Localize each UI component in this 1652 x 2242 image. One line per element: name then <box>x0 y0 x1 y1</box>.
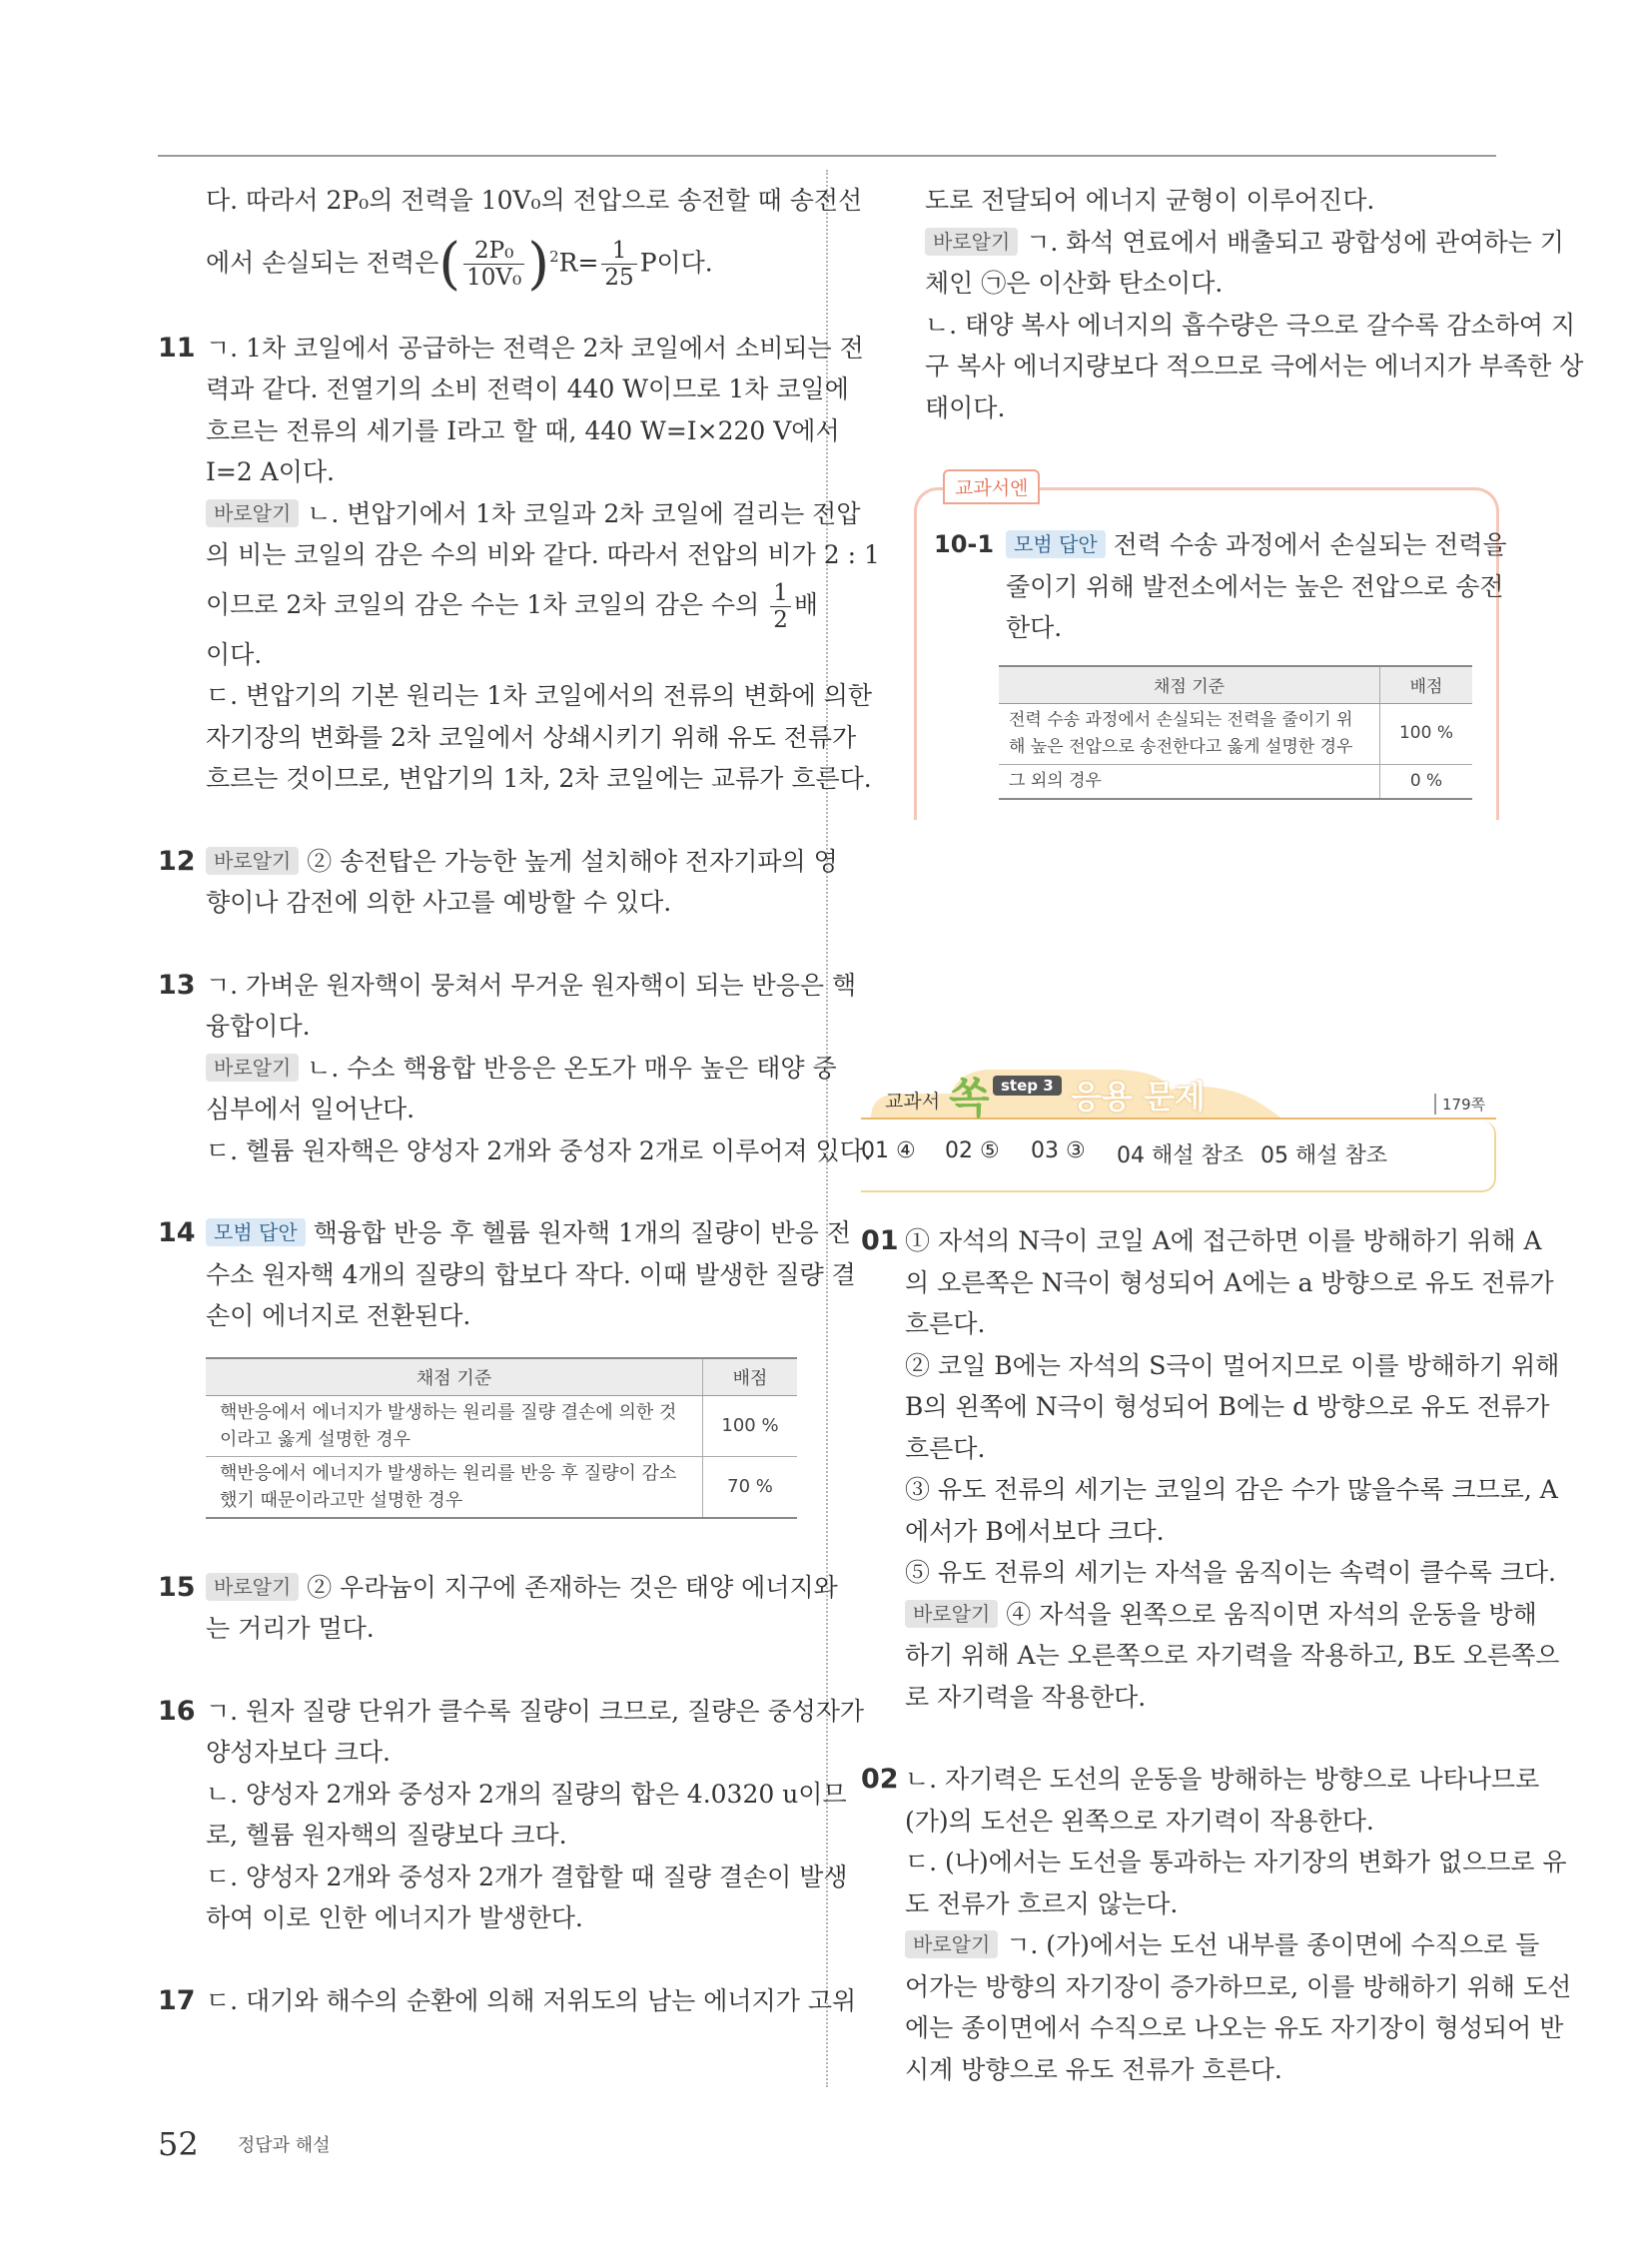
loss-formula-line: 에서 손실되는 전력은( $\frac{\text{2P₀}}{\text{10V₀}}$ )$^2$R= $\frac{1}{25}$ P이다. <box>206 231 713 297</box>
table-row: 핵반응에서 에너지가 발생하는 원리를 반응 후 질량이 감소 했기 때문이라고만 설명한 경우 70 % <box>206 1456 797 1518</box>
page-number: 52 <box>158 2125 199 2163</box>
table-header: 채점 기준 배점 <box>206 1358 797 1396</box>
sprout-logo: 쏙 <box>949 1074 990 1122</box>
answer-item-17: 17 ㄷ. 대기와 해수의 순환에 의해 저위도의 남는 에너지가 고위 <box>158 1980 795 2022</box>
table-row: 그 외의 경우 0 % <box>999 764 1472 799</box>
item-number: 17 <box>158 1984 196 2016</box>
card-body: 10-1 모범 답안 전력 수송 과정에서 손실되는 전력을 줄이기 위해 발전소에서는 높은 전압으로 송전 한다. 채점 기준 배점 전력 수송 과정에서 손실되는 전력을 줄이기 위 해 높은 전압으로 송전한다고 옳게 설명한 경우 100 % 그 외의 경우 0 % <box>934 524 1493 800</box>
answer-item-13: 13 ㄱ. 가벼운 원자핵이 뭉쳐서 무거운 원자핵이 되는 반응은 핵 융합이다. 바로알기 ㄴ. 수소 핵융합 반응은 온도가 매우 높은 태양 중 심부에서 일어난다. ㄷ. 헬륨 원자핵은 양성자 2개와 중성자 2개로 이루어져 있다. <box>158 965 795 1172</box>
correction-tag: 바로알기 <box>905 1930 998 1958</box>
step3-header <box>861 1064 1496 1123</box>
item-number: 11 <box>158 332 196 364</box>
model-answer-tag: 모범 답안 <box>1006 530 1106 558</box>
item-number: 15 <box>158 1571 196 1603</box>
book-label: 교과서 <box>885 1091 941 1113</box>
item-number: 01 <box>861 1225 899 1256</box>
card-label: 교과서엔 <box>943 469 1040 504</box>
right-column: 도로 전달되어 에너지 균형이 이루어진다. 바로알기 ㄱ. 화석 연료에서 배출되고 광합성에 관여하는 기 체인 ㉠은 이산화 탄소이다. ㄴ. 태양 복사 에너지의 흡수량은 극으로 갈수록 감소하여 지 구 복사 에너지량보다 적으므로 극에서는 에너지가 부족한 상 태이다. <box>925 186 1584 422</box>
item-number: 16 <box>158 1695 196 1727</box>
item-number: 02 <box>861 1764 899 1795</box>
correction-tag: 바로알기 <box>905 1600 998 1628</box>
item-number: 10-1 <box>934 530 995 558</box>
correction-tag: 바로알기 <box>206 1054 299 1082</box>
right-lower-column <box>861 1220 1572 2090</box>
answer-item-11: 11 ㄱ. 1차 코일에서 공급하는 전력은 2차 코일에서 소비되는 전 력과 같다. 전열기의 소비 전력이 440 W이므로 1차 코일에 흐르는 전류의 세기를 I라고 할 때, 440 W=I×220 V에서 I=2 A이다. 바로알기 ㄴ. 변압기에서 1차 코일과 2차 코일에 걸리는 전압 의 비는 코일의 감은 수의 비와 같다. 따라서 전압의 비가 2 : 1 이므로 2차 코일의 감은 수는 1차 코일의 감은 수의 $\frac{1}{2}$ 배 이다. ㄷ. 변압기의 기본 원리는 1차 코일에서의 전류의 변화에 의한 자기장의 변화를 2차 코일에서 상쇄시키기 위해 유도 전류가 흐르는 것이므로, 변압기의 1차, 2차 코일에는 교류가 흐른다. <box>158 328 795 800</box>
correction-tag: 바로알기 <box>925 228 1018 256</box>
answer-item-12: 12 바로알기 ② 송전탑은 가능한 높게 설치해야 전자기파의 영 향이나 감전에 의한 사고를 예방할 수 있다. <box>158 841 795 924</box>
answer-chip: 02 ⑤ <box>945 1138 1000 1163</box>
correction-tag: 바로알기 <box>206 847 299 875</box>
answer-item-02: 02 ㄴ. 자기력은 도선의 운동을 방해하는 방향으로 나타나므로 (가)의 도선은 왼쪽으로 자기력이 작용한다. ㄷ. (나)에서는 도선을 통과하는 자기장의 변화가 없으므로 유 도 전류가 흐르지 않는다. 바로알기 ㄱ. (가)에서는 도선 내부를 종이면에 수직으로 들 어가는 방향의 자기장이 증가하므로, 이를 방해하기 위해 도선 에는 종이면에서 수직으로 나오는 유도 자기장이 형성되어 반 시계 방향으로 유도 전류가 흐른다. <box>861 1759 1496 2090</box>
model-answer-tag: 모범 답안 <box>206 1218 306 1246</box>
item-number: 12 <box>158 845 196 877</box>
continued-text: 다. 따라서 2P₀의 전력을 10V₀의 전압으로 송전할 때 송전선 <box>206 186 863 215</box>
item-number: 14 <box>158 1217 196 1249</box>
top-rule <box>158 155 1496 157</box>
table-row: 전력 수송 과정에서 손실되는 전력을 줄이기 위 해 높은 전압으로 송전한다고 옳게 설명한 경우 100 % <box>999 703 1472 764</box>
item-number: 13 <box>158 969 196 1001</box>
answer-chip: 03 ③ <box>1031 1138 1086 1163</box>
scoring-table <box>206 1357 797 1519</box>
answer-chip: 01 ④ <box>861 1138 916 1163</box>
quick-answers <box>861 1138 1494 1174</box>
footer <box>158 2125 330 2163</box>
correction-tag: 바로알기 <box>206 499 299 527</box>
step-badge: step 3 <box>993 1076 1062 1096</box>
answer-item-14: 14 모범 답안 핵융합 반응 후 헬륨 원자핵 1개의 질량이 반응 전 수소 원자핵 4개의 질량의 합보다 작다. 이때 발생한 질량 결 손이 에너지로 전환된다. 채점 기준 배점 핵반응에서 에너지가 발생하는 원리를 질량 결손에 의한 것 이라고 옳게 설명한 경우 100 % 핵반응에서 에너지가 발생하는 원리를 반응 후 질량이 감소 했기 때문이라고만 설명한 경우 70 % <box>158 1212 795 1519</box>
footer-label: 정답과 해설 <box>237 2135 331 2156</box>
answer-item-15: 15 바로알기 ② 우라늄이 지구에 존재하는 것은 태양 에너지와 는 거리가 멀다. <box>158 1567 795 1650</box>
table-header: 채점 기준 배점 <box>999 666 1472 704</box>
correction-tag: 바로알기 <box>206 1573 299 1601</box>
answer-chip: 05 해설 참조 <box>1260 1143 1387 1168</box>
page-ref: 179쪽 <box>1434 1094 1485 1115</box>
scoring-table <box>999 665 1472 800</box>
answer-item-01: 01 ① 자석의 N극이 코일 A에 접근하면 이를 방해하기 위해 A 의 오른쪽은 N극이 형성되어 A에는 a 방향으로 유도 전류가 흐른다. ② 코일 B에는 자석의 S극이 멀어지므로 이를 방해하기 위해 B의 왼쪽에 N극이 형성되어 B에는 d 방향으로 유도 전류가 흐른다. ③ 유도 전류의 세기는 코일의 감은 수가 많을수록 크므로, A 에서가 B에서보다 크다. ⑤ 유도 전류의 세기는 자석을 움직이는 속력이 클수록 크다. 바로알기 ④ 자석을 왼쪽으로 움직이면 자석의 운동을 방해 하기 위해 A는 오른쪽으로 자기력을 작용하고, B도 오른쪽으 로 자기력을 작용한다. <box>861 1220 1496 1718</box>
answer-chip: 04 해설 참조 <box>1117 1143 1243 1168</box>
left-column <box>158 180 880 2021</box>
answer-item-16: 16 ㄱ. 원자 질량 단위가 클수록 질량이 크므로, 질량은 중성자가 양성자보다 크다. ㄴ. 양성자 2개와 중성자 2개의 질량의 합은 4.0320 u이므 로, 헬륨 원자핵의 질량보다 크다. ㄷ. 양성자 2개와 중성자 2개가 결합할 때 질량 결손이 발생 하여 이로 인한 에너지가 발생한다. <box>158 1691 795 1939</box>
step-title: 응용 문제 <box>1071 1078 1206 1116</box>
table-row: 핵반응에서 에너지가 발생하는 원리를 질량 결손에 의한 것 이라고 옳게 설명한 경우 100 % <box>206 1395 797 1456</box>
